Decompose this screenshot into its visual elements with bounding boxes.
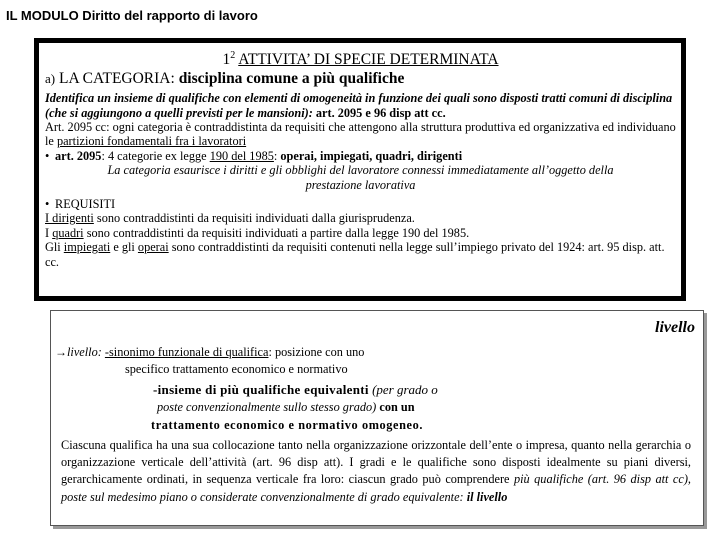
livello-line4 [157, 400, 415, 416]
bullet-law: 190 del 1985 [209, 148, 274, 163]
section-title-text: ATTIVITA’ DI SPECIE DETERMINATA [238, 51, 499, 69]
operai-ul: operai [137, 240, 169, 255]
bullet-sep: : [273, 148, 278, 163]
requisiti-quadri [45, 226, 676, 240]
art-text-underlined: partizioni fondamentali fra i lavoratori [56, 134, 247, 149]
definition-italic: Identifica un insieme di qualifiche con elementi di omogeneità in funzione dei quali sono disposti tratti comuni di disciplina (che si aggiungono a quelli previsti per le mansioni): [45, 91, 673, 120]
subsection-title [45, 69, 676, 88]
subsection-letter: a) [45, 71, 56, 87]
page-header: IL MODULO Diritto del rapporto di lavoro [6, 8, 258, 23]
line3-italic: (per grado o [372, 382, 438, 397]
art-text: Art. 2095 cc: ogni categoria è contraddistinta da requisiti che attengono alla struttura produttiva ed organizzativa ed individuano le [45, 119, 676, 149]
line4-italic: poste convenzionalmente sullo stesso grado) [157, 400, 377, 414]
livello-line [55, 345, 364, 361]
impiegati-pre: Gli [45, 240, 61, 255]
categoria-box [34, 38, 686, 301]
definition-ref: art. 2095 e 96 disp att cc. [315, 105, 446, 120]
bullet-text: : 4 categorie ex legge [101, 148, 207, 163]
requisiti-label: REQUISITI [55, 197, 116, 211]
bullet-categories: operai, impiegati, quadri, dirigenti [280, 148, 463, 163]
livello-line3 [153, 382, 438, 398]
section-number: 1 [222, 51, 231, 69]
quadri-ul: quadri [52, 225, 84, 240]
requisiti-dirigenti [45, 211, 676, 225]
requisiti-impiegati-operai [45, 240, 676, 269]
art-2095-paragraph [45, 120, 676, 149]
paragraph-italic: più qualifiche (art. 96 disp att cc), poste sul medesimo piano o considerate convenzionalmente di grado equivalente: [61, 472, 692, 504]
section-sup: 2 [230, 50, 236, 61]
livello-rest: : posizione con uno [268, 345, 365, 359]
paragraph-end: il livello [466, 489, 508, 504]
livello-line5: trattamento economico e normativo omogeneo. [151, 418, 424, 432]
subsection-category: LA CATEGORIA: [58, 70, 175, 88]
bullet-art-2095 [45, 149, 676, 163]
bullet-icon: • [45, 197, 50, 211]
bullet-label: art. 2095 [55, 148, 102, 163]
bullet-requisiti [45, 197, 676, 211]
impiegati-text: sono contraddistinti da requisiti contenuti nella legge sull’impiego privato del 1924: art. 95 disp. att. cc. [45, 240, 665, 269]
livello-label: livello: [67, 345, 102, 359]
subsection-rest: disciplina comune a più qualifiche [178, 70, 405, 88]
dirigenti-ul: I dirigenti [45, 211, 94, 226]
livello-title: livello [655, 319, 695, 336]
section-title [45, 47, 676, 69]
livello-line2: specifico trattamento economico e normativo [125, 362, 348, 376]
arrow-right-icon: → [55, 345, 67, 359]
line3-bold: -insieme di più qualifiche equivalenti [153, 382, 369, 397]
livello-synonym: -sinonimo funzionale di qualifica [104, 345, 269, 359]
definition [45, 91, 676, 120]
dirigenti-text: sono contraddistinti da requisiti individuati dalla giurisprudenza. [96, 211, 415, 226]
quadri-pre: I [45, 225, 50, 240]
paragraph-text: Ciascuna qualifica ha una sua collocazione tanto nella organizzazione orizzontale dell’ente o impresa, quanto nella gerarchia o organizzazione verticale dell’attività (art. 96 disp att). I gradi e le qualifiche sono disposti idealmente su piani diversi, gerarchicamente ordinati, in sequenza verticale fra loro: ciascun grado può comprendere [61, 438, 691, 487]
livello-box [50, 310, 704, 526]
quadri-text: sono contraddistinti da requisiti individuati a partire dalla legge 190 del 1985. [86, 225, 470, 240]
line4-bold: con un [379, 400, 415, 414]
impiegati-ul: impiegati [63, 240, 111, 255]
impiegati-mid: e gli [113, 240, 135, 255]
bullet-icon: • [45, 148, 50, 163]
livello-paragraph [61, 437, 691, 506]
categoria-note: La categoria esaurisce i diritti e gli obblighi del lavoratore connessi immediatamente all’oggetto della prestazione lavorativa [107, 163, 614, 192]
